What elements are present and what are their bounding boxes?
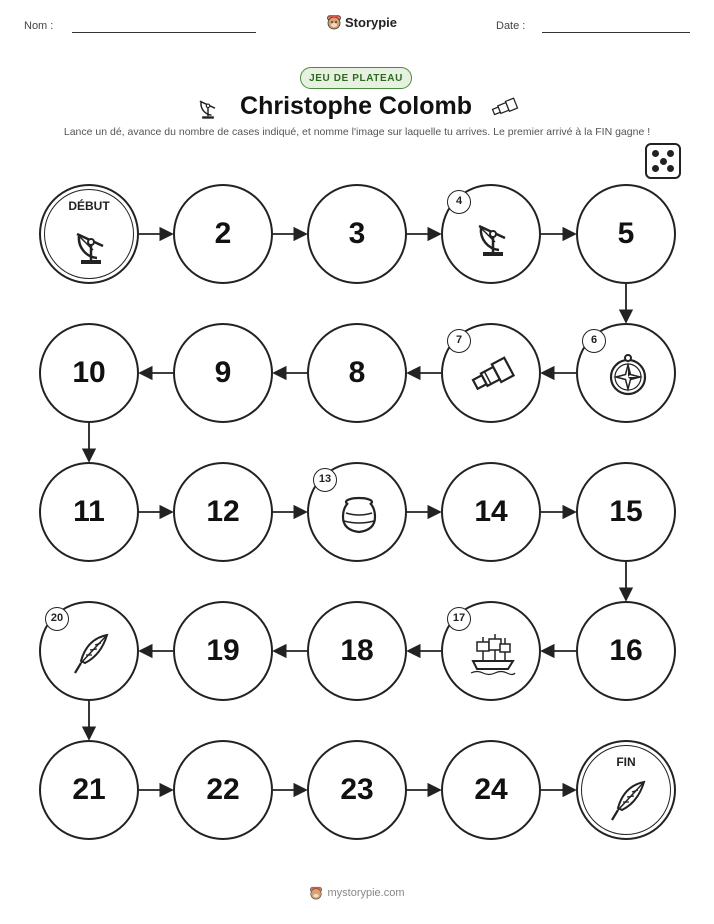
- board-cell-6: [576, 323, 676, 423]
- board-cell-4: [441, 184, 541, 284]
- cell-number: 8: [348, 356, 366, 389]
- quill-icon: [604, 776, 652, 824]
- cell-number: 15: [609, 495, 643, 528]
- cell-number: 5: [617, 217, 635, 250]
- game-type-badge: JEU DE PLATEAU: [300, 67, 412, 89]
- cell-number-tag: 7: [447, 329, 471, 353]
- board-cell-7: [441, 323, 541, 423]
- board-cell-21: [39, 740, 139, 840]
- board-cell-8: [307, 323, 407, 423]
- cell-number: 12: [206, 495, 240, 528]
- board-cell-12: [173, 462, 273, 562]
- cell-number-tag: 20: [45, 607, 69, 631]
- board-cell-22: [173, 740, 273, 840]
- start-label: DÉBUT: [68, 199, 110, 213]
- board-cell-16: [576, 601, 676, 701]
- cell-number: 16: [609, 634, 643, 667]
- board-cell-10: [39, 323, 139, 423]
- ship-icon: [469, 629, 517, 677]
- cell-number: 21: [72, 773, 106, 806]
- board-cell-13: [307, 462, 407, 562]
- board-cell-19: [173, 601, 273, 701]
- cell-number: 14: [474, 495, 508, 528]
- compass-icon: [604, 351, 652, 399]
- board-cell-end: [576, 740, 676, 840]
- cell-number: 18: [340, 634, 374, 667]
- sextant-icon: [67, 220, 115, 268]
- pot-icon: [335, 490, 383, 538]
- board-cell-18: [307, 601, 407, 701]
- date-label: Date :: [496, 20, 526, 32]
- bear-mascot-icon: [309, 886, 323, 900]
- board-cell-2: [173, 184, 273, 284]
- cell-number: 9: [214, 356, 232, 389]
- cell-number: 19: [206, 634, 240, 667]
- cell-number: 10: [72, 356, 106, 389]
- footer-url: mystorypie.com: [327, 887, 405, 899]
- cell-number: 2: [214, 217, 232, 250]
- telescope-icon: [469, 351, 517, 399]
- name-label: Nom :: [24, 20, 54, 32]
- sextant-icon: [469, 212, 517, 260]
- cell-number: 23: [340, 773, 374, 806]
- cell-number-tag: 17: [447, 607, 471, 631]
- board-cell-5: [576, 184, 676, 284]
- cell-number: 3: [348, 217, 366, 250]
- cell-number-tag: 13: [313, 468, 337, 492]
- cell-number-tag: 4: [447, 190, 471, 214]
- board-cell-23: [307, 740, 407, 840]
- board-cell-20: [39, 601, 139, 701]
- brand-name: Storypie: [345, 14, 398, 30]
- quill-icon: [67, 629, 115, 677]
- board-cell-11: [39, 462, 139, 562]
- board-cell-3: [307, 184, 407, 284]
- board-cell-17: [441, 601, 541, 701]
- page-title: Christophe Colomb: [240, 92, 472, 120]
- cell-number: 22: [206, 773, 240, 806]
- board-cell-9: [173, 323, 273, 423]
- cell-number-tag: 6: [582, 329, 606, 353]
- footer: [0, 886, 714, 900]
- end-label: FIN: [616, 755, 636, 769]
- board-cell-start: [39, 184, 139, 284]
- board-cell-24: [441, 740, 541, 840]
- cell-number: 24: [474, 773, 508, 806]
- board-cell-15: [576, 462, 676, 562]
- board-cell-14: [441, 462, 541, 562]
- instructions: Lance un dé, avance du nombre de cases indiqué, et nomme l'image sur laquelle tu arrives. Le premier arrivé à la FIN gagne !: [63, 126, 651, 138]
- cell-number: 11: [73, 495, 105, 528]
